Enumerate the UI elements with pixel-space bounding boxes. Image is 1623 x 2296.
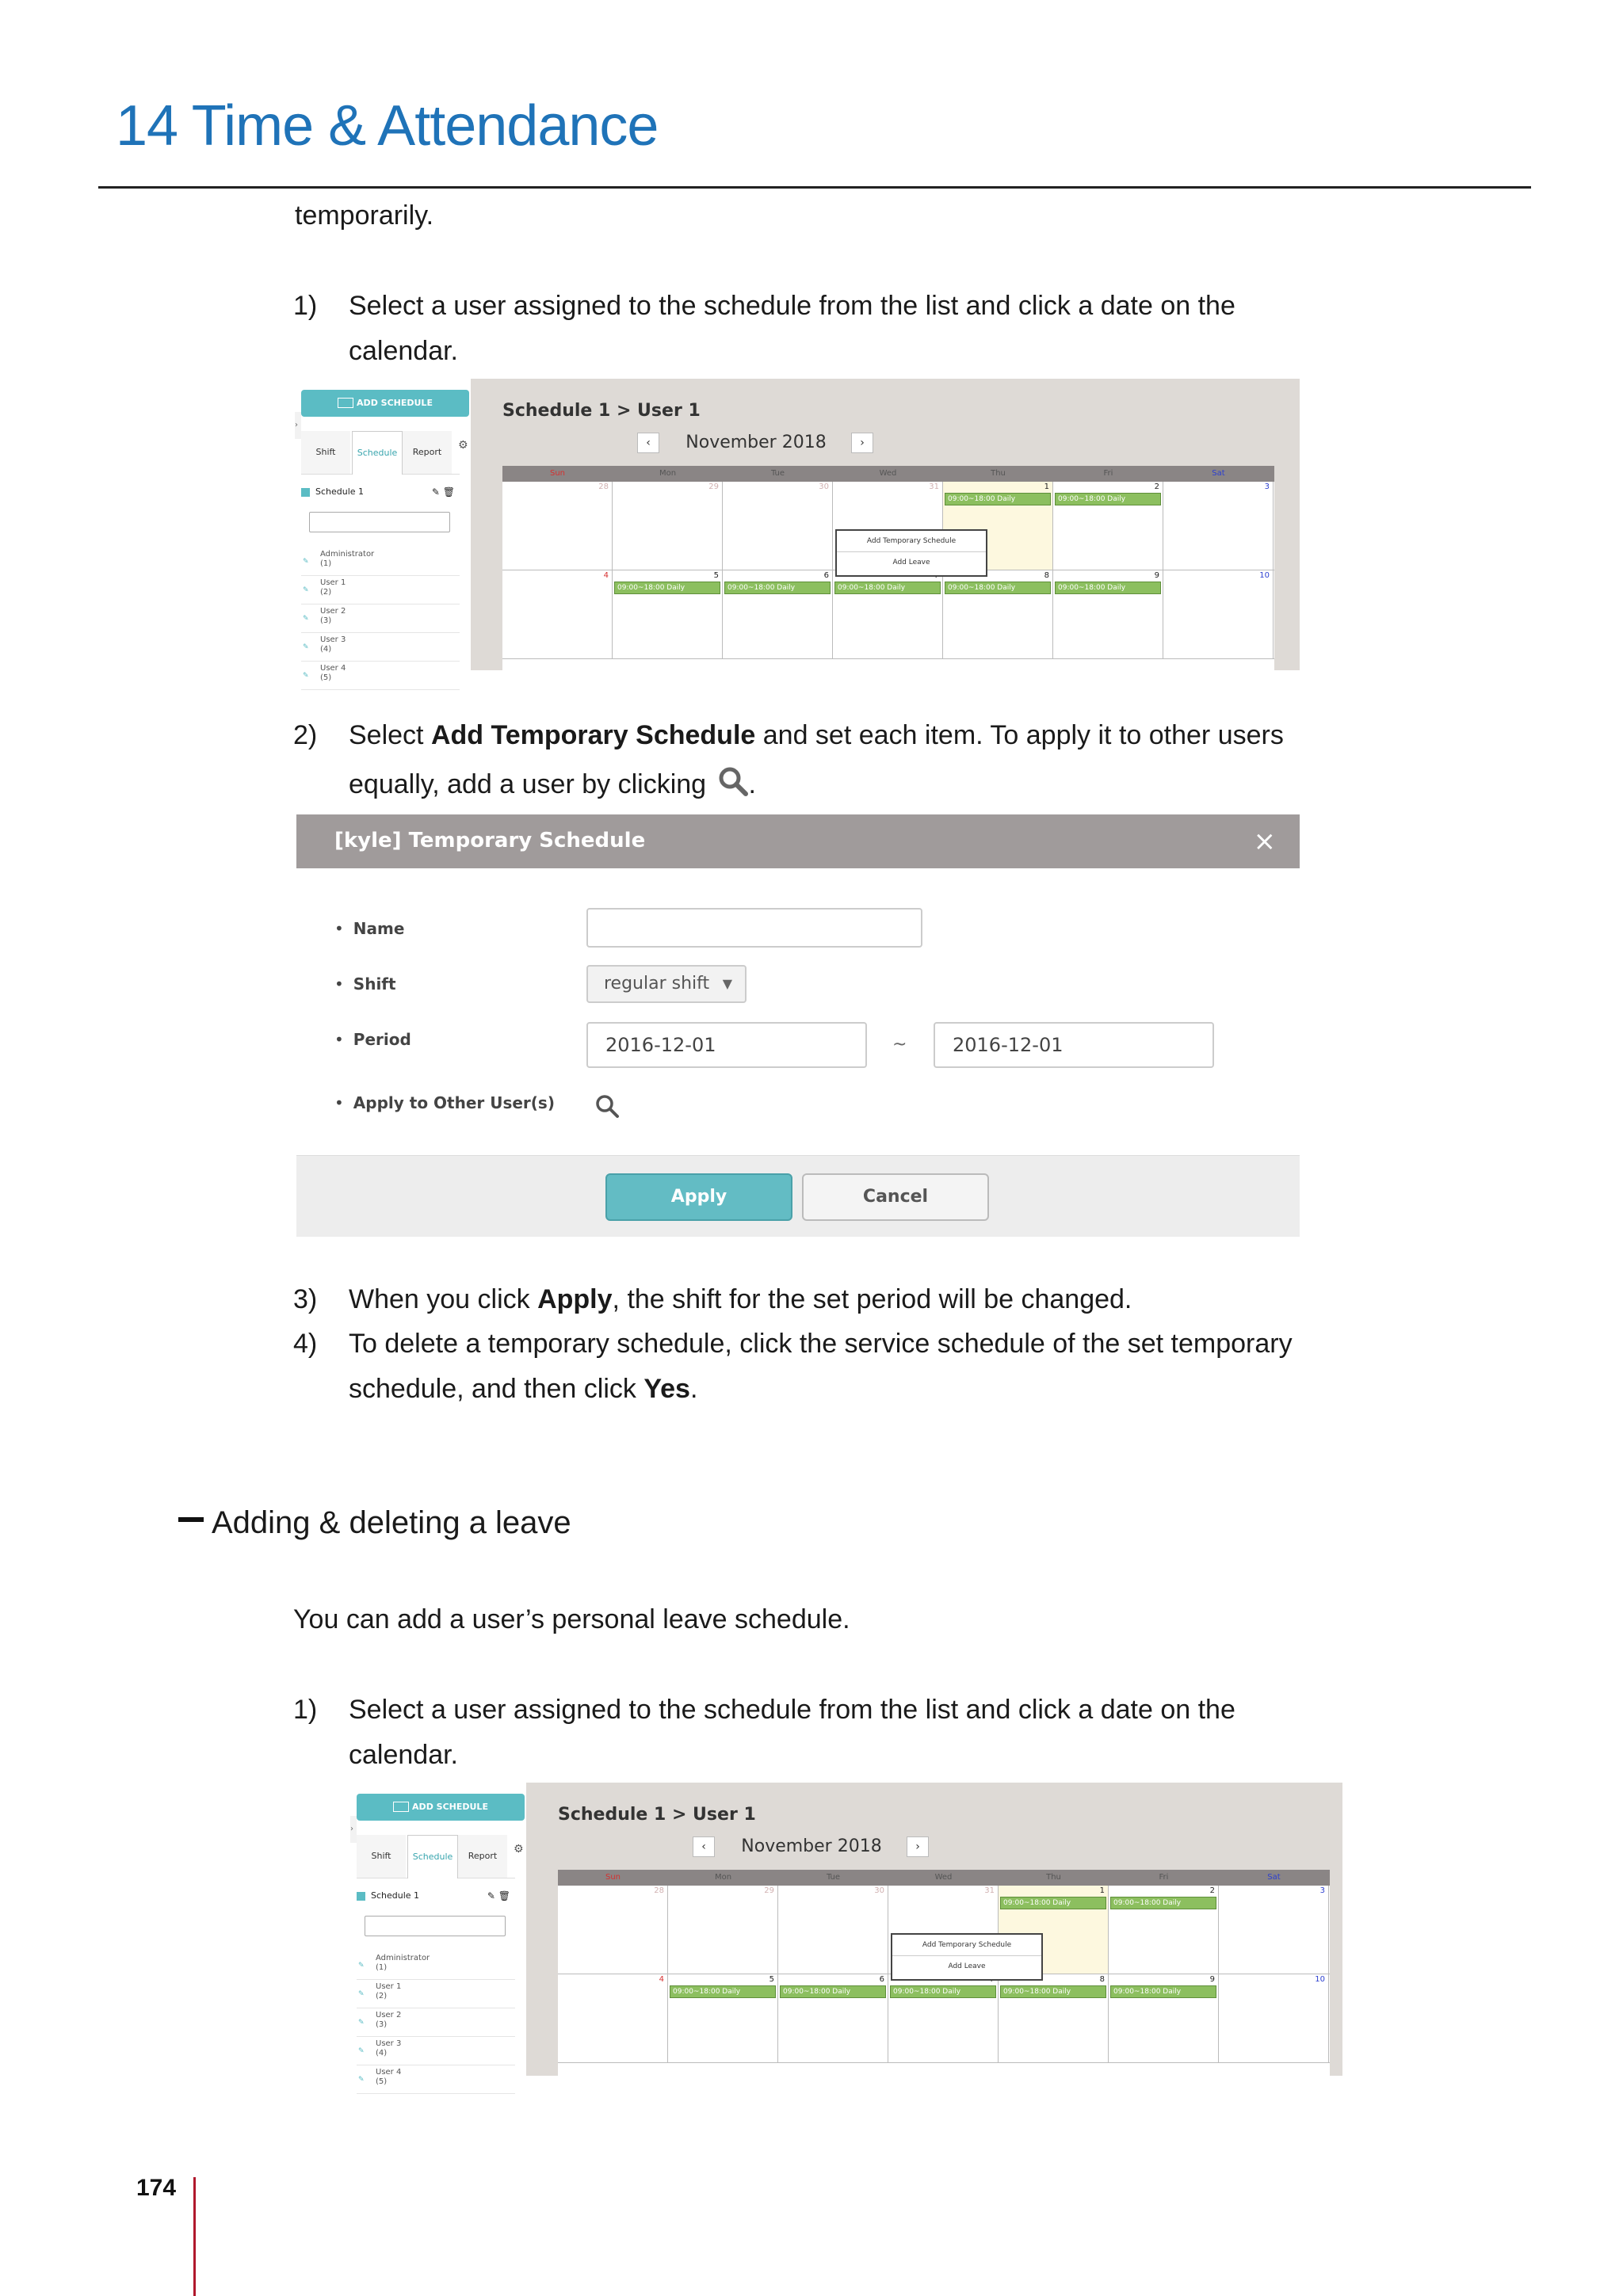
user-name: Administrator bbox=[376, 1954, 430, 1962]
shift-event[interactable]: 09:00~18:00 Daily bbox=[1110, 1897, 1216, 1909]
apply-others-label: • Apply to Other User(s) bbox=[334, 1093, 555, 1112]
weekday-label: Sat bbox=[1267, 1873, 1281, 1882]
tab-report[interactable]: Report bbox=[458, 1835, 507, 1878]
context-menu bbox=[891, 1933, 1043, 1981]
user-search-input[interactable] bbox=[309, 512, 450, 532]
add-schedule-button[interactable]: ADD SCHEDULE bbox=[357, 1794, 525, 1821]
calendar-day-cell[interactable] bbox=[1109, 1886, 1219, 1974]
leave-step-1 bbox=[293, 1688, 1323, 1778]
cancel-button[interactable]: Cancel bbox=[802, 1173, 989, 1221]
day-number: 1 bbox=[1099, 1886, 1105, 1895]
sidebar-tabs bbox=[301, 431, 460, 475]
period-separator: ~ bbox=[892, 1035, 907, 1055]
calendar-day-cell[interactable] bbox=[1163, 482, 1274, 570]
schedule-item[interactable]: Schedule 1 ✎ 🗑 bbox=[357, 1884, 515, 1908]
user-list-item[interactable] bbox=[357, 2066, 515, 2094]
weekday-label: Thu bbox=[991, 469, 1006, 478]
weekday-label: Mon bbox=[714, 1873, 732, 1882]
menu-item-add-leave[interactable]: Add Leave bbox=[948, 1962, 986, 1970]
temp-step-3 bbox=[293, 1277, 1323, 1322]
pin-icon: ✎ bbox=[303, 586, 309, 594]
checkbox[interactable] bbox=[357, 1892, 365, 1901]
shift-event[interactable]: 09:00~18:00 Daily bbox=[1055, 582, 1161, 594]
weekday-label: Tue bbox=[770, 469, 785, 478]
user-name: User 4 bbox=[376, 2068, 402, 2077]
day-number: 2 bbox=[1209, 1886, 1215, 1895]
day-number: 3 bbox=[1319, 1886, 1325, 1895]
day-number: 30 bbox=[819, 482, 829, 491]
weekday-label: Fri bbox=[1159, 1873, 1169, 1882]
day-number: 30 bbox=[874, 1886, 884, 1895]
section-heading: Adding & deleting a leave bbox=[178, 1505, 571, 1541]
pin-icon: ✎ bbox=[303, 615, 309, 623]
context-menu bbox=[835, 529, 987, 577]
step-text-line1: To delete a temporary schedule, click the service schedule of the set temporary bbox=[349, 1329, 1293, 1359]
pin-icon: ✎ bbox=[303, 558, 309, 566]
weekday-label: Tue bbox=[826, 1873, 841, 1882]
day-number: 1 bbox=[1044, 482, 1049, 491]
calendar-grid bbox=[502, 466, 1274, 670]
weekday-label: Thu bbox=[1046, 1873, 1061, 1882]
step-text-line2: calendar. bbox=[349, 336, 458, 366]
calendar-day-cell[interactable] bbox=[668, 1974, 778, 2062]
tab-shift[interactable]: Shift bbox=[301, 431, 350, 474]
user-name: User 3 bbox=[376, 2039, 402, 2048]
calendar-day-cell[interactable] bbox=[723, 570, 833, 658]
day-number: 10 bbox=[1259, 571, 1270, 580]
add-schedule-button[interactable]: ADD SCHEDULE bbox=[301, 390, 469, 417]
weekday-label: Sun bbox=[605, 1873, 621, 1882]
user-id: (5) bbox=[376, 2077, 388, 2086]
user-id: (2) bbox=[320, 588, 332, 597]
apply-button[interactable]: Apply bbox=[605, 1173, 792, 1221]
shift-event[interactable]: 09:00~18:00 Daily bbox=[945, 493, 1051, 505]
tab-shift[interactable]: Shift bbox=[357, 1835, 406, 1878]
user-name: User 4 bbox=[320, 664, 346, 673]
calendar-day-cell[interactable] bbox=[558, 1974, 668, 2062]
shift-select[interactable] bbox=[586, 965, 747, 1003]
period-start-field[interactable]: 2016-12-01 bbox=[586, 1022, 867, 1068]
step-number: 3) bbox=[293, 1284, 318, 1314]
pin-icon: ✎ bbox=[303, 672, 309, 680]
tab-schedule[interactable]: Schedule bbox=[407, 1835, 458, 1878]
day-number: 4 bbox=[603, 571, 609, 580]
shift-event[interactable]: 09:00~18:00 Daily bbox=[834, 582, 941, 594]
step-text-line1: Select Add Temporary Schedule and set each item. To apply it to other users bbox=[349, 720, 1284, 750]
user-id: (4) bbox=[320, 645, 332, 654]
dialog-header bbox=[296, 814, 1300, 868]
user-list-item[interactable] bbox=[301, 605, 460, 633]
day-number: 31 bbox=[929, 482, 939, 491]
close-icon[interactable]: × bbox=[1253, 826, 1276, 857]
search-icon bbox=[717, 765, 749, 797]
user-list-item[interactable] bbox=[301, 548, 460, 576]
step-number: 1) bbox=[293, 1695, 318, 1725]
calendar-day-cell[interactable] bbox=[613, 570, 723, 658]
weekday-header bbox=[558, 1870, 1330, 1886]
edit-icon[interactable]: ✎ bbox=[487, 1890, 495, 1901]
calendar-day-cell[interactable] bbox=[1053, 482, 1163, 570]
shift-label: • Shift bbox=[334, 974, 396, 994]
chapter-title: 14 Time & Attendance bbox=[116, 94, 659, 158]
calendar-day-cell[interactable] bbox=[999, 1974, 1109, 2062]
step-text-line2: equally, add a user by clicking . bbox=[349, 762, 756, 807]
calendar-day-cell[interactable] bbox=[1219, 1974, 1329, 2062]
intro-fragment: temporarily. bbox=[295, 200, 434, 231]
shift-event[interactable]: 09:00~18:00 Daily bbox=[780, 1985, 886, 1998]
temporary-schedule-dialog bbox=[296, 814, 1300, 1236]
trash-icon[interactable]: 🗑 bbox=[442, 486, 455, 498]
calendar-day-cell[interactable] bbox=[502, 570, 613, 658]
schedule-item[interactable]: Schedule 1 ✎ 🗑 bbox=[301, 480, 460, 504]
gear-icon[interactable]: ⚙ bbox=[514, 1843, 524, 1855]
user-search-input[interactable] bbox=[365, 1916, 506, 1936]
user-name: User 1 bbox=[376, 1982, 402, 1991]
calendar-day-cell[interactable] bbox=[778, 1886, 888, 1974]
menu-item-add-temporary-schedule[interactable]: Add Temporary Schedule bbox=[837, 531, 986, 552]
shift-event[interactable]: 09:00~18:00 Daily bbox=[1055, 493, 1161, 505]
trash-icon[interactable]: 🗑 bbox=[498, 1890, 510, 1901]
step-text-line2: schedule, and then click Yes. bbox=[349, 1374, 698, 1404]
user-list-item[interactable] bbox=[357, 1981, 515, 2008]
collapse-toggle[interactable]: › bbox=[350, 1816, 357, 1843]
calendar-day-cell[interactable] bbox=[943, 570, 1053, 658]
step-text-line1: Select a user assigned to the schedule from the list and click a date on the bbox=[349, 291, 1235, 321]
pin-icon: ✎ bbox=[303, 643, 309, 651]
day-number: 31 bbox=[984, 1886, 995, 1895]
calendar-day-cell[interactable] bbox=[502, 482, 613, 570]
pin-icon: ✎ bbox=[358, 2076, 365, 2084]
day-number: 5 bbox=[713, 571, 719, 580]
schedule-screenshot-2 bbox=[350, 1783, 1342, 2086]
breadcrumb: Schedule 1 > User 1 bbox=[502, 401, 701, 421]
shift-event[interactable]: 09:00~18:00 Daily bbox=[1000, 1897, 1106, 1909]
calendar-day-cell[interactable] bbox=[668, 1886, 778, 1974]
weekday-label: Mon bbox=[659, 469, 677, 478]
month-label: November 2018 bbox=[685, 433, 827, 452]
shift-event[interactable]: 09:00~18:00 Daily bbox=[614, 582, 720, 594]
shift-event[interactable]: 09:00~18:00 Daily bbox=[1110, 1985, 1216, 1998]
sidebar-tabs bbox=[357, 1835, 515, 1878]
page-number: 174 bbox=[136, 2175, 177, 2201]
user-list-item[interactable] bbox=[357, 1952, 515, 1980]
day-number: 8 bbox=[1099, 1975, 1105, 1984]
user-id: (4) bbox=[376, 2049, 388, 2058]
user-name: User 3 bbox=[320, 635, 346, 644]
tab-report[interactable]: Report bbox=[403, 431, 452, 474]
next-month-button[interactable]: › bbox=[907, 1836, 929, 1857]
shift-event[interactable]: 09:00~18:00 Daily bbox=[1000, 1985, 1106, 1998]
step-number: 4) bbox=[293, 1329, 318, 1359]
heading-dash bbox=[178, 1517, 204, 1522]
weekday-header bbox=[502, 466, 1274, 482]
day-number: 6 bbox=[879, 1975, 884, 1984]
dialog-title: [kyle] Temporary Schedule bbox=[334, 829, 646, 852]
temp-step-2 bbox=[293, 713, 1323, 808]
calendar-day-cell[interactable] bbox=[558, 1886, 668, 1974]
user-id: (3) bbox=[320, 616, 332, 625]
schedule-sidebar bbox=[350, 1783, 526, 2086]
user-id: (1) bbox=[320, 559, 332, 568]
menu-item-add-leave[interactable]: Add Leave bbox=[892, 559, 930, 566]
step-text-line1: When you click Apply, the shift for the set period will be changed. bbox=[349, 1284, 1132, 1314]
schedule-screenshot-1 bbox=[295, 379, 1300, 682]
name-field[interactable] bbox=[586, 908, 922, 948]
calendar-icon bbox=[338, 398, 353, 408]
period-label: • Period bbox=[334, 1030, 411, 1049]
user-list-item[interactable] bbox=[357, 2038, 515, 2065]
user-name: User 1 bbox=[320, 578, 346, 587]
user-list-item[interactable] bbox=[301, 634, 460, 662]
pin-icon: ✎ bbox=[358, 2019, 365, 2027]
collapse-toggle[interactable]: › bbox=[295, 412, 301, 439]
breadcrumb: Schedule 1 > User 1 bbox=[558, 1805, 756, 1825]
prev-month-button[interactable]: ‹ bbox=[637, 433, 659, 453]
tab-schedule[interactable]: Schedule bbox=[352, 431, 403, 475]
user-name: User 2 bbox=[376, 2011, 402, 2019]
user-list-item[interactable] bbox=[301, 577, 460, 605]
month-label: November 2018 bbox=[741, 1836, 882, 1856]
day-number: 6 bbox=[823, 571, 829, 580]
shift-value: regular shift bbox=[604, 974, 710, 994]
weekday-label: Sun bbox=[549, 469, 566, 478]
shift-event[interactable]: 09:00~18:00 Daily bbox=[890, 1985, 996, 1998]
day-number: 9 bbox=[1154, 571, 1159, 580]
user-id: (2) bbox=[376, 1992, 388, 2000]
name-label: • Name bbox=[334, 919, 404, 938]
day-number: 3 bbox=[1264, 482, 1270, 491]
step-number: 1) bbox=[293, 291, 318, 321]
temp-step-1 bbox=[293, 284, 1323, 374]
user-name: User 2 bbox=[320, 607, 346, 616]
title-divider bbox=[98, 186, 1531, 189]
shift-event[interactable]: 09:00~18:00 Daily bbox=[670, 1985, 776, 1998]
leave-intro: You can add a user’s personal leave schedule. bbox=[293, 1604, 850, 1634]
gear-icon[interactable]: ⚙ bbox=[458, 439, 468, 452]
day-number: 10 bbox=[1315, 1975, 1325, 1984]
calendar-day-cell[interactable] bbox=[613, 482, 723, 570]
step-number: 2) bbox=[293, 720, 318, 750]
user-list-item[interactable] bbox=[357, 2009, 515, 2037]
user-id: (1) bbox=[376, 1963, 388, 1972]
calendar-week bbox=[558, 1974, 1330, 2063]
pin-icon: ✎ bbox=[358, 1990, 365, 1998]
day-number: 29 bbox=[764, 1886, 774, 1895]
day-number: 4 bbox=[659, 1975, 664, 1984]
calendar-day-cell[interactable] bbox=[1163, 570, 1274, 658]
schedule-sidebar bbox=[295, 379, 471, 682]
dialog-footer bbox=[296, 1155, 1300, 1237]
calendar-day-cell[interactable] bbox=[723, 482, 833, 570]
weekday-label: Wed bbox=[934, 1873, 953, 1882]
user-id: (5) bbox=[320, 673, 332, 682]
calendar-day-cell[interactable] bbox=[833, 570, 943, 658]
day-number: 28 bbox=[598, 482, 609, 491]
calendar-day-cell[interactable] bbox=[1219, 1886, 1329, 1974]
weekday-label: Wed bbox=[879, 469, 897, 478]
calendar-day-cell[interactable] bbox=[1053, 570, 1163, 658]
pin-icon: ✎ bbox=[358, 1962, 365, 1970]
user-id: (3) bbox=[376, 2020, 388, 2029]
calendar-icon bbox=[393, 1802, 409, 1812]
weekday-label: Fri bbox=[1103, 469, 1113, 478]
step-text-line2: calendar. bbox=[349, 1740, 458, 1770]
calendar-week bbox=[502, 570, 1274, 659]
checkbox[interactable] bbox=[301, 488, 310, 497]
menu-item-add-temporary-schedule[interactable]: Add Temporary Schedule bbox=[892, 1935, 1041, 1956]
calendar-grid bbox=[558, 1870, 1330, 2076]
day-number: 9 bbox=[1209, 1975, 1215, 1984]
next-month-button[interactable]: › bbox=[851, 433, 873, 453]
footer-divider bbox=[193, 2177, 196, 2296]
prev-month-button[interactable]: ‹ bbox=[693, 1836, 715, 1857]
period-end-field[interactable]: 2016-12-01 bbox=[934, 1022, 1214, 1068]
shift-event[interactable]: 09:00~18:00 Daily bbox=[724, 582, 831, 594]
day-number: 2 bbox=[1154, 482, 1159, 491]
user-name: Administrator bbox=[320, 550, 375, 559]
day-number: 8 bbox=[1044, 571, 1049, 580]
chevron-down-icon: ▼ bbox=[722, 976, 732, 991]
step-text-line1: Select a user assigned to the schedule from the list and click a date on the bbox=[349, 1695, 1235, 1725]
shift-event[interactable]: 09:00~18:00 Daily bbox=[945, 582, 1051, 594]
search-icon[interactable] bbox=[594, 1093, 620, 1119]
weekday-label: Sat bbox=[1212, 469, 1225, 478]
user-list-item[interactable] bbox=[301, 662, 460, 690]
calendar-day-cell[interactable] bbox=[888, 1974, 999, 2062]
pin-icon: ✎ bbox=[358, 2047, 365, 2055]
edit-icon[interactable]: ✎ bbox=[431, 486, 440, 498]
day-number: 29 bbox=[708, 482, 719, 491]
day-number: 5 bbox=[769, 1975, 774, 1984]
temp-step-4 bbox=[293, 1322, 1323, 1412]
calendar-day-cell[interactable] bbox=[1109, 1974, 1219, 2062]
day-number: 28 bbox=[654, 1886, 664, 1895]
calendar-day-cell[interactable] bbox=[778, 1974, 888, 2062]
